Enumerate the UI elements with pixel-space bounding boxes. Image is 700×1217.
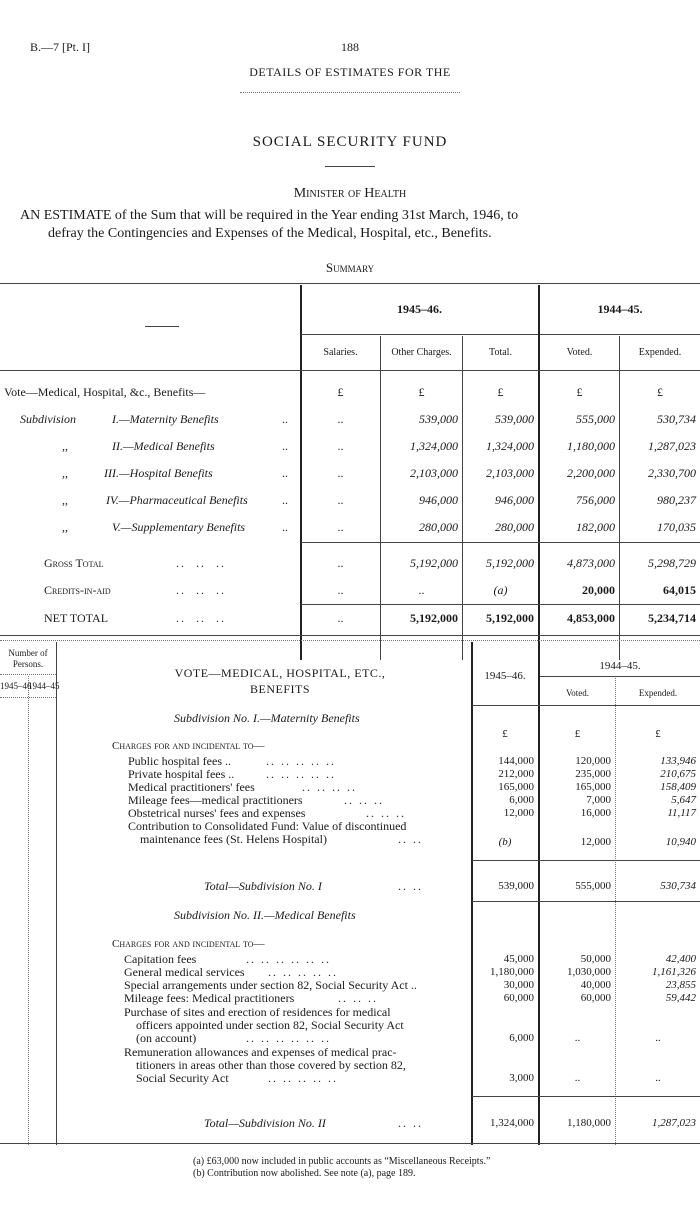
amount-1945: 6,000 (509, 794, 534, 806)
item-label-continued: (on account) (136, 1031, 197, 1045)
amount-1945: 3,000 (509, 1072, 534, 1084)
pound-sign: £ (497, 385, 504, 399)
table-rule (0, 697, 56, 698)
row-prefix: ,, (62, 520, 68, 534)
estimate-line-1: AN ESTIMATE of the Sum that will be required in the Year ending 31st March, 1946, to (20, 208, 519, 223)
summary-heading: Summary (325, 260, 375, 275)
pound-sign: £ (655, 728, 661, 740)
salaries-value: .. (337, 493, 344, 507)
subtotal-voted: 555,000 (575, 880, 611, 892)
leader-dots: .. .. .. (366, 806, 406, 820)
total-value: 5,192,000 (486, 611, 534, 625)
leader-dots: .. (282, 439, 288, 453)
table-rule (472, 860, 700, 861)
stub-dash (145, 326, 179, 327)
table-rule (0, 283, 700, 284)
expended-value: 980,237 (657, 493, 696, 507)
item-label-continued: maintenance fees (St. Helens Hospital) (140, 832, 327, 846)
voted-value: 182,000 (576, 520, 615, 534)
table-rule (0, 635, 700, 636)
amount-expended: 158,409 (660, 781, 696, 793)
leader-dots: .. .. .. .. .. (266, 754, 336, 768)
leader-dots: .. .. .. .. .. (268, 1071, 338, 1085)
pound-sign: £ (337, 385, 344, 399)
total-value: 2,103,000 (486, 466, 534, 480)
leader-dots: .. .. .. .. .. (268, 965, 338, 979)
table-rule (540, 676, 700, 677)
vote-title-line-2: BENEFITS (249, 682, 310, 696)
item-label: Public hospital fees .. (128, 754, 231, 768)
other-charges-value: 2,103,000 (410, 466, 458, 480)
expended-value: 2,330,700 (648, 466, 696, 480)
col-other-charges: Other Charges. (391, 347, 452, 358)
salaries-value: .. (337, 556, 344, 570)
col-expended: Expended. (638, 688, 678, 698)
row-prefix: ,, (62, 493, 68, 507)
row-label: III.—Hospital Benefits (104, 466, 213, 480)
row-label: Credits-in-aid (44, 583, 111, 597)
amount-1945: 45,000 (503, 953, 534, 965)
voted-value: 4,853,000 (567, 611, 615, 625)
leader-dots: .. (282, 520, 288, 534)
total-value: 1,324,000 (486, 439, 534, 453)
amount-voted: 40,000 (580, 979, 611, 991)
fund-title: SOCIAL SECURITY FUND (252, 134, 448, 150)
voted-value: 4,873,000 (567, 556, 615, 570)
row-prefix: Subdivision (20, 412, 76, 426)
other-charges-value: 5,192,000 (410, 556, 458, 570)
amount-voted: .. (574, 1072, 581, 1084)
col-salaries: Salaries. (323, 347, 358, 358)
table-rule (301, 604, 700, 605)
amount-expended: 42,400 (665, 953, 696, 965)
divider (240, 92, 460, 93)
persons-header: Number of Persons. (8, 648, 48, 669)
page-reference: B.—7 [Pt. I] (30, 40, 90, 54)
amount-expended: 5,647 (671, 794, 696, 806)
amount-expended: .. (655, 1072, 661, 1084)
expended-value: 1,287,023 (648, 439, 696, 453)
amount-expended: 210,675 (660, 768, 696, 780)
leader-dots: .. .. .. (176, 611, 226, 625)
expended-value: 5,234,714 (648, 611, 696, 625)
col-voted: Voted. (566, 347, 593, 358)
item-label: Private hospital fees .. (128, 767, 235, 781)
amount-voted: 50,000 (580, 953, 611, 965)
page-number: 188 (341, 40, 359, 54)
vote-title-line-1: VOTE—MEDICAL, HOSPITAL, ETC., (174, 666, 386, 680)
expended-value: 530,734 (657, 412, 696, 426)
total-value: 946,000 (495, 493, 534, 507)
other-charges-value: .. (418, 583, 425, 597)
table-rule (0, 674, 56, 675)
footnote-b: (b) Contribution now abolished. See note (a), page 189. (193, 1168, 416, 1179)
item-label: Mileage fees: Medical practitioners (124, 991, 295, 1005)
table-rule (472, 705, 700, 706)
expended-value: 64,015 (663, 583, 696, 597)
subtotal-expended: 530,734 (660, 880, 696, 892)
other-charges-value: 539,000 (419, 412, 458, 426)
table-rule (0, 640, 700, 641)
table-rule (301, 542, 700, 543)
item-label-continued: titioners in areas other than those covered by section 82, (136, 1058, 406, 1072)
salaries-value: .. (337, 439, 344, 453)
amount-voted: 12,000 (580, 836, 611, 848)
column-rule (28, 676, 29, 1145)
item-label: General medical services (124, 965, 245, 979)
row-label: IV.—Pharmaceutical Benefits (106, 493, 248, 507)
leader-dots: .. .. (398, 1116, 423, 1130)
column-rule (471, 642, 473, 1145)
leader-dots: .. .. .. .. (302, 780, 357, 794)
other-charges-value: 1,324,000 (410, 439, 458, 453)
salaries-value: .. (337, 611, 344, 625)
row-label: II.—Medical Benefits (112, 439, 215, 453)
item-label: Contribution to Consolidated Fund: Value of discontinued (128, 819, 407, 833)
table-rule (301, 334, 538, 335)
total-value: 5,192,000 (486, 556, 534, 570)
amount-voted: 165,000 (575, 781, 611, 793)
column-rule (538, 642, 540, 1145)
table-rule (472, 901, 700, 902)
voted-value: 20,000 (582, 583, 615, 597)
item-label: Purchase of sites and erection of residences for medical (124, 1005, 391, 1019)
row-label: NET TOTAL (44, 611, 109, 625)
subdivision-1-title: Subdivision No. I.—Maternity Benefits (174, 711, 360, 725)
pound-sign: £ (574, 728, 581, 740)
amount-1945: 30,000 (503, 979, 534, 991)
persons-year-1944: 1944–45 (28, 681, 60, 691)
total-value: (a) (493, 583, 508, 597)
subdivision-2-title: Subdivision No. II.—Medical Benefits (174, 908, 356, 922)
total-value: 539,000 (495, 412, 534, 426)
amount-expended: .. (655, 1032, 661, 1044)
other-charges-value: 280,000 (419, 520, 458, 534)
voted-value: 756,000 (576, 493, 615, 507)
amount-voted: .. (574, 1032, 581, 1044)
vote-label: Vote—Medical, Hospital, &c., Benefits— (4, 385, 206, 399)
salaries-value: .. (337, 520, 344, 534)
pound-sign: £ (502, 728, 508, 740)
col-1944-45: 1944–45. (599, 660, 641, 672)
subtotal-expended: 1,287,023 (652, 1117, 696, 1129)
leader-dots: .. .. (398, 879, 423, 893)
amount-1945: 6,000 (509, 1032, 534, 1044)
amount-expended: 11,117 (667, 807, 696, 819)
amount-1945: 144,000 (498, 755, 534, 767)
table-rule (0, 1143, 700, 1144)
page-title: DETAILS OF ESTIMATES FOR THE (249, 65, 451, 79)
leader-dots: .. (282, 466, 288, 480)
expended-value: 170,035 (657, 520, 696, 534)
total-value: 280,000 (495, 520, 534, 534)
other-charges-value: 946,000 (419, 493, 458, 507)
charges-heading: Charges for and incidental to— (112, 740, 265, 752)
leader-dots: .. .. .. .. .. .. (246, 1031, 331, 1045)
row-label: I.—Maternity Benefits (112, 412, 219, 426)
subtotal-label: Total—Subdivision No. I (204, 879, 322, 893)
summary-year-1944: 1944–45. (597, 302, 643, 316)
leader-dots: .. .. .. (344, 793, 384, 807)
amount-expended: 1,161,326 (652, 966, 696, 978)
leader-dots: .. (282, 412, 288, 426)
persons-year-1945: 1945–46 (0, 681, 32, 691)
subtotal-1945: 1,324,000 (490, 1117, 534, 1129)
salaries-value: .. (337, 583, 344, 597)
item-label: Capitation fees (124, 952, 197, 966)
amount-1945: 1,180,000 (490, 966, 534, 978)
item-label: Mileage fees—medical practitioners (128, 793, 303, 807)
amount-1945: 60,000 (503, 992, 534, 1004)
item-label-continued: officers appointed under section 82, Social Security Act (136, 1018, 404, 1032)
col-expended: Expended. (638, 347, 682, 358)
amount-expended: 133,946 (660, 755, 696, 767)
col-total: Total. (489, 347, 512, 358)
subtotal-label: Total—Subdivision No. II (204, 1116, 326, 1130)
salaries-value: .. (337, 466, 344, 480)
voted-value: 1,180,000 (567, 439, 615, 453)
summary-year-1945: 1945–46. (397, 302, 442, 316)
estimate-line-2: defray the Contingencies and Expenses of the Medical, Hospital, etc., Benefits. (48, 226, 492, 241)
footnote-a: (a) £63,000 now included in public accounts as “Miscellaneous Receipts.” (193, 1156, 491, 1167)
amount-1945: 212,000 (498, 768, 534, 780)
voted-value: 2,200,000 (567, 466, 615, 480)
amount-voted: 60,000 (580, 992, 611, 1004)
leader-dots: .. .. (398, 832, 423, 846)
other-charges-value: 5,192,000 (410, 611, 458, 625)
column-rule (56, 642, 57, 1145)
amount-1945: (b) (498, 836, 512, 848)
amount-1945: 12,000 (503, 807, 534, 819)
amount-1945: 165,000 (498, 781, 534, 793)
salaries-value: .. (337, 412, 344, 426)
amount-voted: 16,000 (580, 807, 611, 819)
minister-heading: Minister of Health (293, 186, 407, 201)
leader-dots: .. .. .. (338, 991, 378, 1005)
row-prefix: ,, (62, 439, 68, 453)
divider (325, 166, 375, 167)
leader-dots: .. .. .. (176, 583, 226, 597)
leader-dots: .. .. .. (176, 556, 226, 570)
row-label: Gross Total (44, 556, 104, 570)
amount-expended: 59,442 (665, 992, 696, 1004)
col-voted: Voted. (565, 688, 590, 698)
table-rule (472, 1096, 700, 1097)
item-label: Remuneration allowances and expenses of medical prac- (124, 1045, 397, 1059)
subtotal-voted: 1,180,000 (567, 1117, 611, 1129)
amount-voted: 120,000 (575, 755, 611, 767)
pound-sign: £ (576, 385, 583, 399)
col-1945-46: 1945–46. (484, 670, 526, 682)
pound-sign: £ (418, 385, 425, 399)
leader-dots: .. .. .. .. .. (266, 767, 336, 781)
row-label: V.—Supplementary Benefits (112, 520, 246, 534)
expended-value: 5,298,729 (648, 556, 696, 570)
charges-heading: Charges for and incidental to— (112, 938, 265, 950)
voted-value: 555,000 (576, 412, 615, 426)
item-label-continued: Social Security Act (136, 1071, 229, 1085)
pound-sign: £ (657, 385, 663, 399)
amount-voted: 235,000 (575, 768, 611, 780)
amount-voted: 1,030,000 (567, 966, 611, 978)
item-label: Medical practitioners' fees (128, 780, 255, 794)
table-rule (540, 334, 700, 335)
subtotal-1945: 539,000 (498, 880, 534, 892)
amount-expended: 23,855 (665, 979, 696, 991)
amount-expended: 10,940 (665, 836, 696, 848)
table-rule (0, 370, 700, 371)
item-label: Obstetrical nurses' fees and expenses (128, 806, 306, 820)
row-prefix: ,, (62, 466, 68, 480)
item-label: Special arrangements under section 82, Social Security Act .. (124, 978, 417, 992)
amount-voted: 7,000 (586, 794, 611, 806)
leader-dots: .. .. .. .. .. .. (246, 952, 331, 966)
leader-dots: .. (282, 493, 288, 507)
